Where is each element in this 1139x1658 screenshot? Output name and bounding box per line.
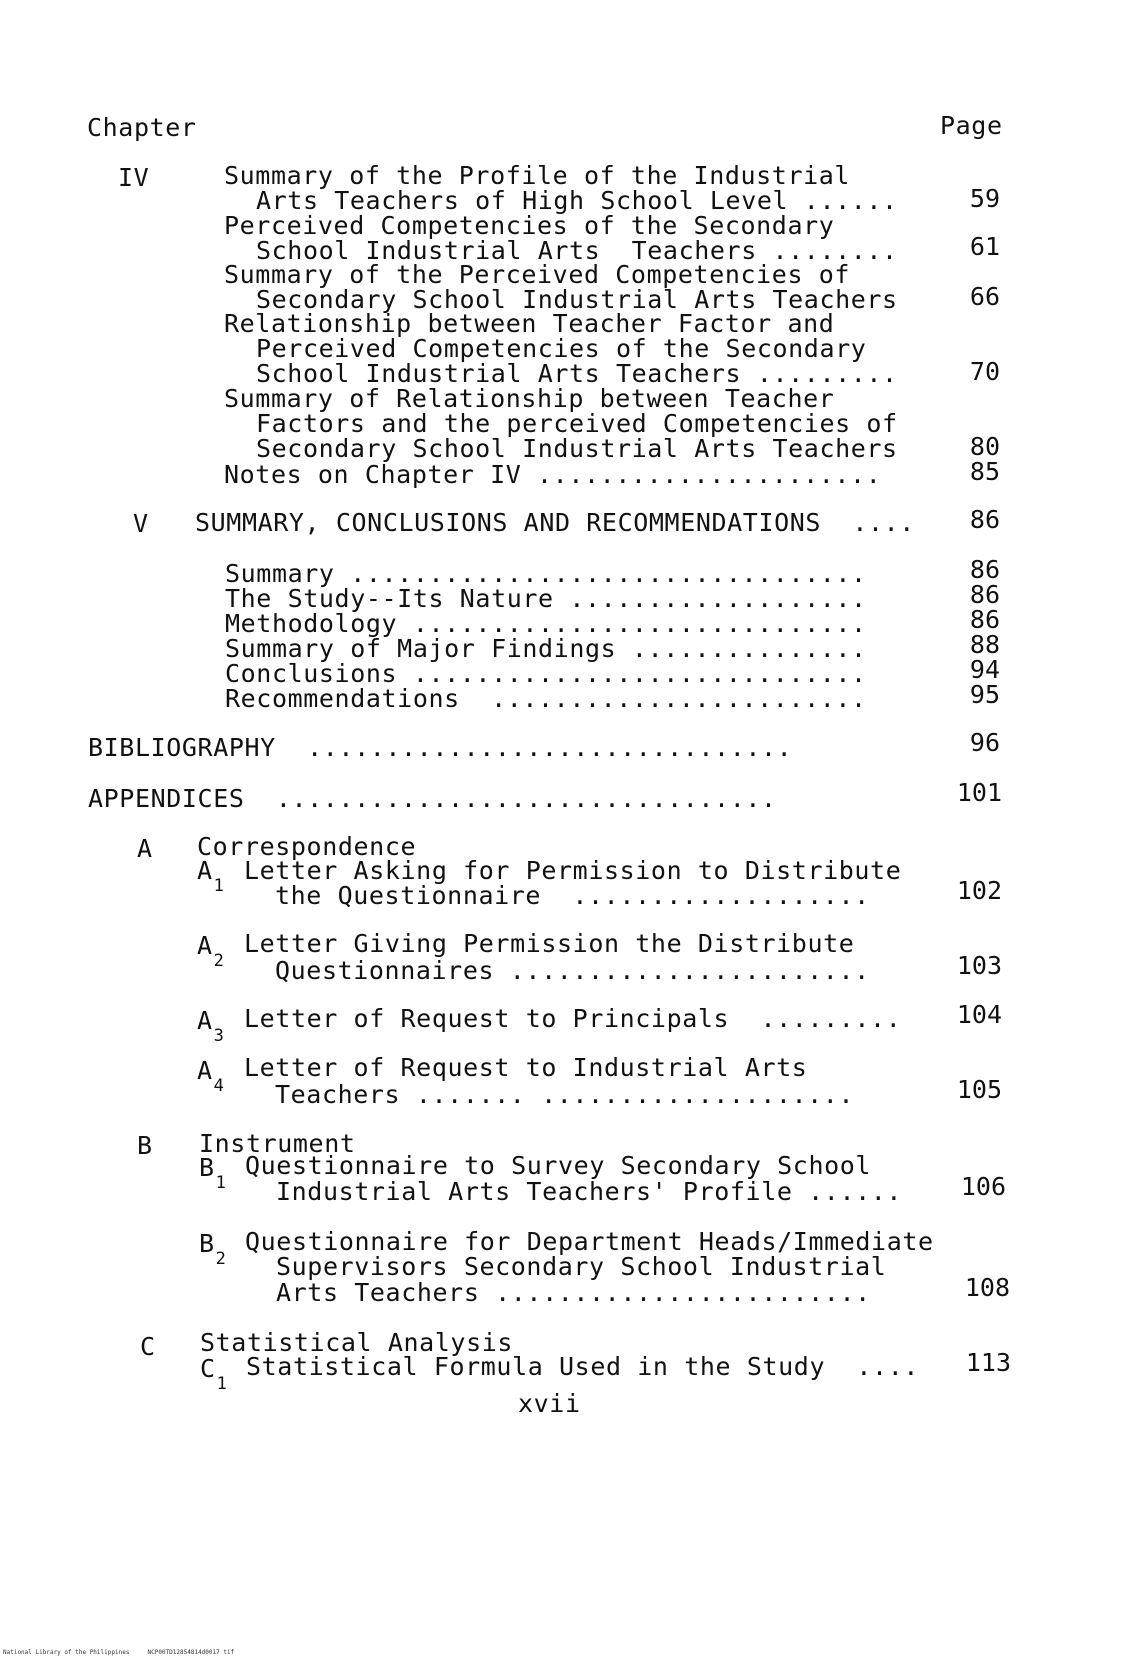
appendix-item-code: $A_2$ [197, 931, 225, 971]
toc-entry-line: Arts Teachers of High School Level ...... [256, 186, 898, 215]
appendix-item-code: $C_1$ [200, 1354, 228, 1394]
toc-entry-line: Questionnaire to Survey Secondary School [245, 1151, 872, 1180]
toc-entry-page: 108 [964, 1273, 1010, 1302]
toc-entry-page: 88 [969, 630, 1000, 659]
toc-entry-page: 80 [969, 432, 1000, 461]
toc-entry-line: the Questionnaire ................... [275, 881, 870, 910]
toc-entry-page: 103 [956, 951, 1002, 980]
toc-entry-line: Industrial Arts Teachers' Profile ...... [276, 1177, 903, 1206]
toc-entry-line: Perceived Competencies of the Secondary [224, 211, 835, 240]
appendix-letter: A [137, 834, 153, 863]
toc-entry-page: 66 [969, 282, 1000, 311]
toc-entry-line: Summary ................................. [225, 559, 867, 588]
appendix-item-code: $A_1$ [197, 856, 225, 896]
toc-entry-page: 61 [969, 232, 1000, 261]
toc-entry-page: 70 [969, 357, 1000, 386]
toc-entry-line: Secondary School Industrial Arts Teachers [256, 285, 898, 314]
toc-entry-line: Recommendations ........................ [225, 684, 867, 713]
toc-entry-page: 85 [969, 457, 1000, 486]
appendix-section-title: Statistical Analysis [200, 1328, 514, 1357]
toc-entry-line: Conclusions ............................. [225, 659, 867, 688]
toc-entry-page: 94 [969, 655, 1000, 684]
toc-entry-line: Summary of Major Findings ............... [225, 634, 867, 663]
scan-footer: National Library of the Philippines NCP00TD12854814d0017 tif [3, 1649, 235, 1656]
toc-entry-page: 59 [969, 184, 1000, 213]
toc-entry-page: 95 [969, 680, 1000, 709]
appendix-item-code: $A_4$ [197, 1056, 225, 1096]
page-column-header: Page [940, 111, 1003, 140]
appendix-section-title: Instrument [199, 1129, 356, 1158]
chapter-v-title: SUMMARY, CONCLUSIONS AND RECOMMENDATIONS .... [195, 508, 915, 537]
toc-entry-page: 113 [965, 1348, 1011, 1377]
chapter-v-page: 86 [969, 505, 1000, 534]
toc-entry-line: Questionnaires ....................... [275, 956, 870, 985]
toc-entry-line: Notes on Chapter IV ...................... [224, 460, 882, 489]
appendix-letter: B [137, 1131, 153, 1160]
appendices-page: 101 [956, 778, 1002, 807]
page-folio: xvii [518, 1389, 581, 1418]
toc-entry-line: Letter Giving Permission the Distribute [244, 929, 855, 958]
toc-entry-line: Summary of the Perceived Competencies of [224, 260, 851, 289]
toc-entry-line: Teachers ....... .................... [275, 1080, 855, 1109]
toc-entry-line: Perceived Competencies of the Secondary [256, 334, 867, 363]
toc-entry-line: Questionnaire for Department Heads/Immediate [245, 1227, 934, 1256]
toc-entry-page: 86 [969, 580, 1000, 609]
toc-entry-line: Letter of Request to Principals ......... [244, 1004, 902, 1033]
appendices-entry: APPENDICES ................................ [88, 784, 777, 813]
appendix-item-code: $B_1$ [199, 1153, 227, 1193]
chapter-iv-number: IV [118, 163, 150, 192]
toc-entry-line: Letter Asking for Permission to Distribute [244, 856, 902, 885]
toc-entry-line: Summary of the Profile of the Industrial [224, 161, 851, 190]
appendix-letter: C [140, 1332, 156, 1361]
toc-entry-line: Statistical Formula Used in the Study .... [246, 1352, 920, 1381]
toc-entry-page: 86 [969, 555, 1000, 584]
toc-entry-line: Relationship between Teacher Factor and [224, 309, 835, 338]
appendix-item-code: $B_2$ [199, 1229, 227, 1269]
appendix-item-code: $A_3$ [197, 1006, 225, 1046]
toc-entry-page: 104 [956, 1000, 1002, 1029]
bibliography-page: 96 [969, 728, 1000, 757]
chapter-v-number: V [133, 509, 149, 538]
toc-entry-line: Letter of Request to Industrial Arts [244, 1053, 808, 1082]
toc-entry-line: Arts Teachers ........................ [276, 1278, 871, 1307]
toc-entry-line: Methodology ............................. [225, 609, 867, 638]
chapter-column-header: Chapter [87, 113, 197, 142]
toc-entry-line: School Industrial Arts Teachers ........ [256, 236, 898, 265]
toc-entry-page: 106 [960, 1172, 1006, 1201]
toc-entry-line: Summary of Relationship between Teacher [224, 384, 835, 413]
toc-entry-page: 102 [956, 876, 1002, 905]
toc-entry-line: The Study--Its Nature ................... [225, 584, 867, 613]
toc-entry-page: 86 [969, 605, 1000, 634]
toc-entry-line: Secondary School Industrial Arts Teachers [256, 434, 898, 463]
toc-entry-line: School Industrial Arts Teachers ......... [256, 359, 898, 388]
toc-entry-page: 105 [956, 1075, 1002, 1104]
bibliography-entry: BIBLIOGRAPHY ............................... [88, 733, 793, 762]
toc-entry-line: Supervisors Secondary School Industrial [276, 1252, 887, 1281]
appendix-section-title: Correspondence [197, 832, 417, 861]
toc-entry-line: Factors and the perceived Competencies of [256, 409, 898, 438]
